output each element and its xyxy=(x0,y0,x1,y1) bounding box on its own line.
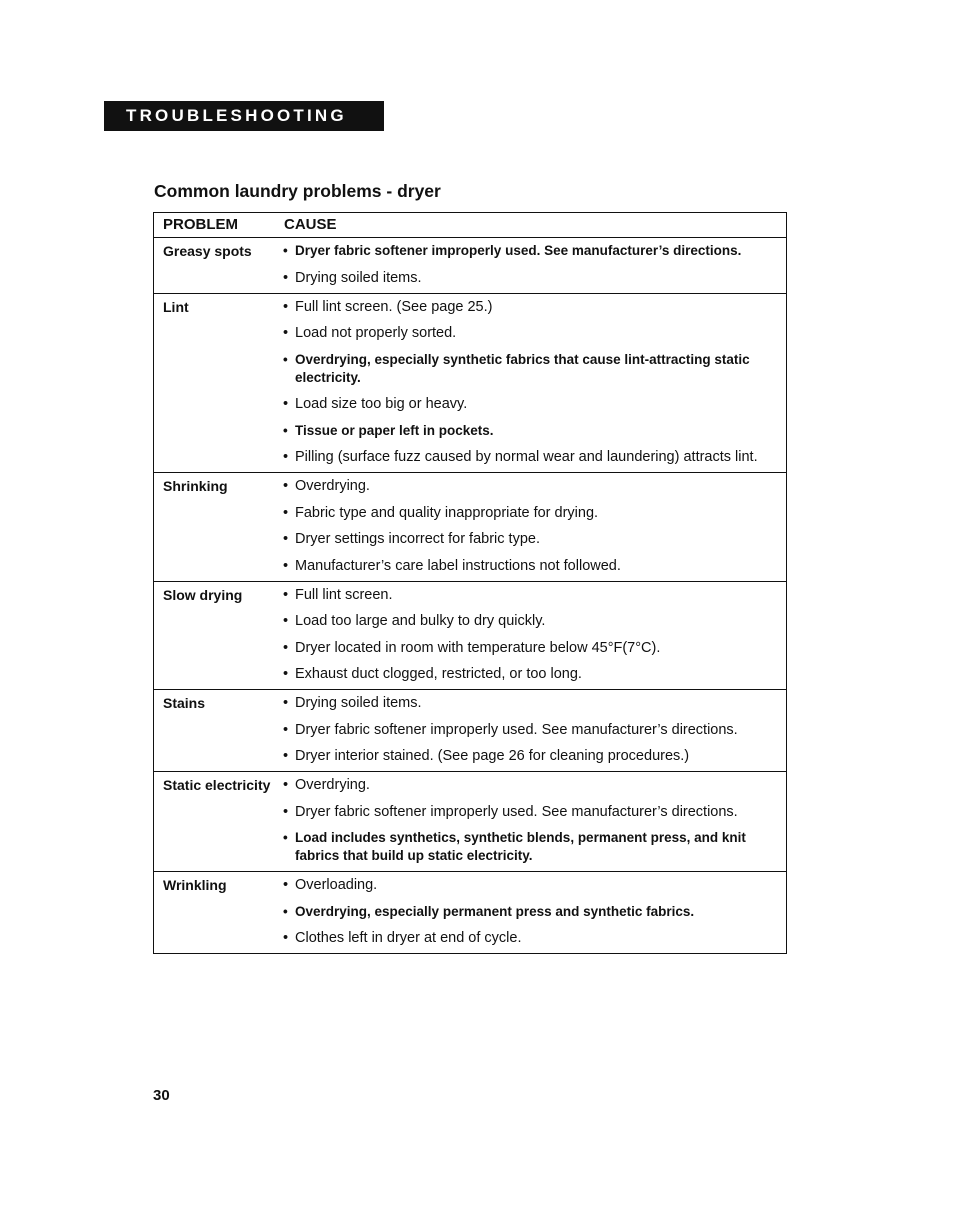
problem-label: Greasy spots xyxy=(163,243,252,259)
bullet-icon: • xyxy=(283,877,289,893)
problem-label: Static electricity xyxy=(163,777,271,793)
cause-list xyxy=(278,772,786,871)
cause-item: • Load too large and bulky to dry quickly. xyxy=(283,613,546,629)
bullet-icon: • xyxy=(283,930,289,946)
table-row xyxy=(154,772,786,872)
bullet-icon: • xyxy=(283,557,289,574)
problem-label: Wrinkling xyxy=(163,877,227,893)
page-title: Common laundry problems - dryer xyxy=(154,181,441,201)
cause-item: • Manufacturer’s care label instructions not followed. xyxy=(283,557,621,574)
column-header-problem: PROBLEM xyxy=(163,216,238,233)
problem-label: Shrinking xyxy=(163,478,228,494)
bullet-icon: • xyxy=(283,504,289,521)
cause-list xyxy=(278,690,786,771)
table-row xyxy=(154,294,786,474)
problem-label: Stains xyxy=(163,695,206,711)
section-header-bar xyxy=(104,101,384,131)
troubleshooting-table xyxy=(153,212,787,954)
bullet-icon: • xyxy=(283,243,288,258)
cause-item: • Dryer fabric softener improperly used. See manufacturer’s directions. xyxy=(283,721,738,738)
section-header-title: TROUBLESHOOTING xyxy=(126,106,347,125)
table-row xyxy=(154,582,786,691)
column-header-cause: CAUSE xyxy=(284,216,337,233)
bullet-icon: • xyxy=(283,325,289,341)
cause-list xyxy=(278,238,786,293)
cause-item: • Dryer settings incorrect for fabric type. xyxy=(283,531,540,547)
cause-item: • Overdrying. xyxy=(283,777,370,793)
bullet-icon: • xyxy=(283,666,289,682)
bullet-icon: • xyxy=(283,613,289,629)
cause-item: • Exhaust duct clogged, restricted, or too long. xyxy=(283,666,582,682)
bullet-icon: • xyxy=(283,695,289,711)
cause-item: • Overdrying, especially permanent press and synthetic fabrics. xyxy=(283,903,695,919)
bullet-icon: • xyxy=(283,748,289,764)
bullet-icon: • xyxy=(283,639,289,656)
page-number: 30 xyxy=(153,1087,170,1104)
table-row xyxy=(154,238,786,294)
bullet-icon: • xyxy=(283,422,288,438)
cause-item: • Load not properly sorted. xyxy=(283,325,457,341)
bullet-icon: • xyxy=(283,721,289,738)
cause-item: • Drying soiled items. xyxy=(283,695,422,711)
bullet-icon: • xyxy=(283,449,289,465)
table-header-row xyxy=(154,213,786,238)
cause-item: • Dryer fabric softener improperly used. See manufacturer’s directions. xyxy=(283,243,742,258)
table-row xyxy=(154,473,786,582)
problem-label: Lint xyxy=(163,298,189,315)
cause-item: • Overdrying, especially synthetic fabrics that cause lint-attracting static electricity. xyxy=(283,351,750,385)
bullet-icon: • xyxy=(283,777,289,793)
cause-list xyxy=(278,872,786,953)
cause-item: • Full lint screen. (See page 25.) xyxy=(283,298,493,315)
bullet-icon: • xyxy=(283,903,288,919)
table-row xyxy=(154,872,786,953)
table-row xyxy=(154,690,786,772)
bullet-icon: • xyxy=(283,803,289,820)
cause-item: • Overloading. xyxy=(283,877,378,893)
cause-item: • Tissue or paper left in pockets. xyxy=(283,422,494,438)
cause-item: • Load includes synthetics, synthetic blends, permanent press, and knit fabrics that build up static electricity. xyxy=(283,830,746,863)
cause-list xyxy=(278,473,786,581)
cause-item: • Dryer located in room with temperature below 45°F(7°C). xyxy=(283,639,661,656)
bullet-icon: • xyxy=(283,830,288,845)
cause-item: • Overdrying. xyxy=(283,478,370,494)
cause-item: • Pilling (surface fuzz caused by normal wear and laundering) attracts lint. xyxy=(283,449,758,465)
cause-list xyxy=(278,582,786,690)
bullet-icon: • xyxy=(283,269,289,286)
bullet-icon: • xyxy=(283,531,289,547)
bullet-icon: • xyxy=(283,351,288,367)
bullet-icon: • xyxy=(283,586,289,603)
bullet-icon: • xyxy=(283,478,289,494)
cause-item: • Full lint screen. xyxy=(283,586,393,603)
cause-item: • Dryer interior stained. (See page 26 for cleaning procedures.) xyxy=(283,748,690,764)
cause-item: • Clothes left in dryer at end of cycle. xyxy=(283,930,522,946)
bullet-icon: • xyxy=(283,298,289,315)
cause-item: • Load size too big or heavy. xyxy=(283,396,468,412)
cause-item: • Dryer fabric softener improperly used. See manufacturer’s directions. xyxy=(283,803,738,820)
bullet-icon: • xyxy=(283,396,289,412)
problem-label: Slow drying xyxy=(163,586,243,603)
cause-item: • Fabric type and quality inappropriate for drying. xyxy=(283,504,599,521)
cause-list xyxy=(278,294,786,473)
cause-item: • Drying soiled items. xyxy=(283,269,422,286)
